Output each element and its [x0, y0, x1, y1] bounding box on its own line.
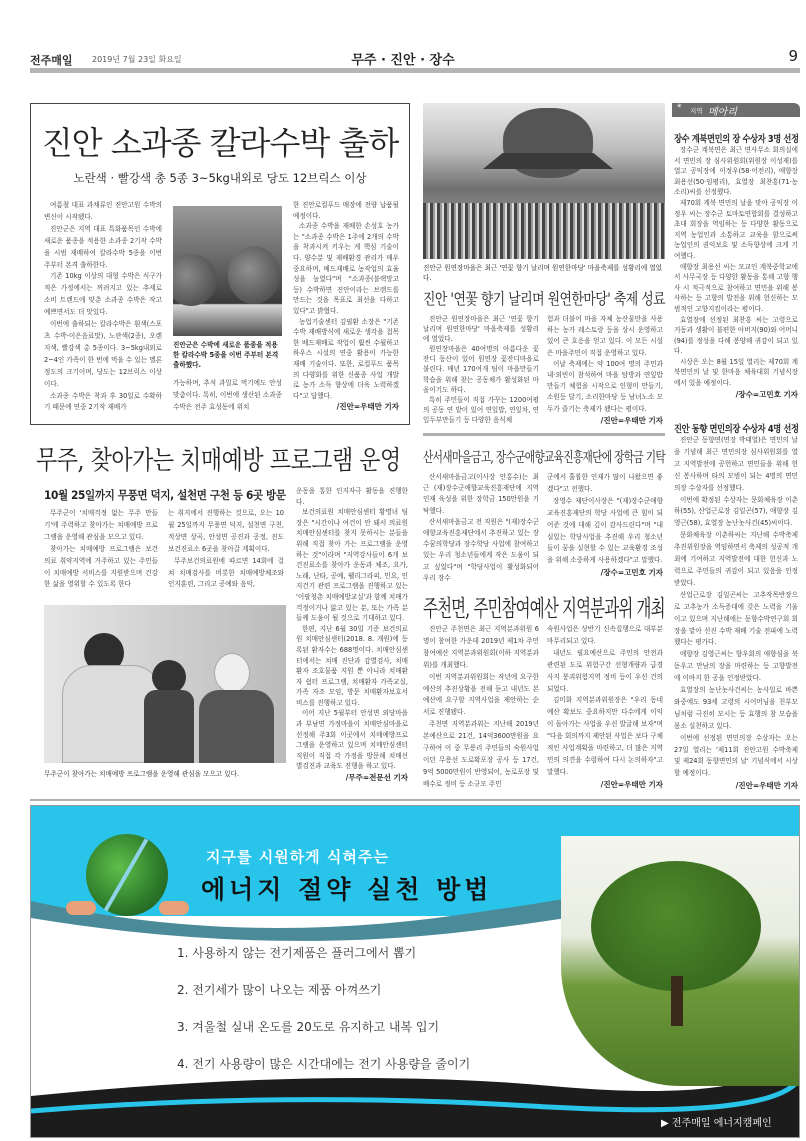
paragraph: 이번에 확정된 수상자는 문화체육장 이춘하(55), 산업근로장 김일곤(57), 애향장 김영근(58), 효열장 농난놋사건(45)씨이다.	[674, 495, 798, 528]
watermelon-col-3	[293, 200, 399, 422]
paragraph: 숙원사업은 상반기 신속집행으로 대부분 마무리되고 있다.	[547, 625, 663, 645]
jucheon-col-1	[423, 624, 539, 794]
muju-subhead: 10월 25일까지 무풍면 덕지, 설천면 구천 등 6곳 방문	[44, 488, 286, 502]
paragraph: 효열장의 농난놋사건씨는 농사일로 바쁜 와중에도 93세 고령의 시어머님을 친부모님처럼 극진히 모시는 등 효행의 참 모습을 몸소 실천하고 있다.	[674, 686, 798, 730]
paragraph: 진안군 원연장마을은 최근 '연꽃 향기 날리며 원연한마당' 마을축제를 성황리에 열었다.	[423, 315, 539, 344]
paragraph: 한편, 지난 6월 30일 기준 보건의료원 치매안심센터(2018. 8. 개원)에 등록된 환자수는 688명이다. 치매안심센터에서는 치매 진단과 감별검사, 치매환자 조호물품 지원 뿐 아니라 치매환자 쉼터 프로그램, 치매환자 가족교실, 가족 자조 모임, 방문 치매환자보호서비스를 진행하고 있다.	[296, 624, 408, 707]
lotus-photo-caption: 진안군 원연장마을은 최근 '연꽃 향기 날리며 원연한마당' 마을축제를 성황리에 열었다.	[423, 264, 663, 282]
watermelon-headline: 진안 소과종 칼라수박 출하	[41, 124, 399, 162]
crowd	[423, 203, 665, 259]
paragraph: 장영수 재단이사장은 "(재)장수군애향교육진흥재단의 학당 사업에 큰 힘이 되어준 것에 대해 깊이 감사드린다"며 "내실있는 학당사업을 추진해 우리 청소년들이 꿈을 실현할 수 있는 교육환경 조성을 위해 소중하게 사용하겠다"고 말했다.	[547, 496, 663, 565]
paragraph: 이번에 출하되는 칼라수박은 흰색(스포츠 수박-이은음료맛), 노란색(2종), 오렌지색, 빨강색 총 5종이다. 3~5kg내외로 2~4인 가족이 한 번에 먹을 수 있는 멜론 정도의 크기이며, 당도는 12브릭스 이상이다.	[44, 320, 162, 388]
paragraph: 산서새마을금고(이사장 안홍수)는 최근 (재)장수군애향교육진흥재단에 지역 인재 육성을 위한 장학금 150만원을 기탁했다.	[423, 473, 539, 515]
section-divider	[423, 433, 665, 436]
paragraph: 문화체육장 이춘하씨는 지난해 수박축제추진위원장을 역임하면서 축제의 성공적 개최에 기여하고 지역발전에 대한 헌신과 노력으로 주민들의 귀감이 되고 있음을 인정받았다.	[674, 531, 798, 587]
watermelon-photo-caption: 진안군은 수박에 새로운 품종을 적용한 칼라수박 5종을 이번 주부터 본격 출하했다.	[173, 341, 279, 369]
paragraph: 농업기술센터 김필환 소장은 "기존 수박 재배방식에 새로운 생각을 접목한 베드재배로 작업이 훨씬 수월하고 하우스 시설의 연중 활용이 가능한 재배 기술이다. 또한, 로컬푸드 품목의 다양화를 위한 신품종 사업 개발로 농가 소득 향상에 더욱 노력하겠다"고 답했다.	[293, 317, 399, 400]
watermelon-shape	[173, 254, 217, 306]
hand-icon	[159, 901, 189, 915]
watermelon-shape	[228, 246, 280, 304]
sanseo-col-2	[547, 472, 663, 584]
byline: /장수=고민호 기자	[600, 568, 663, 578]
paragraph: 이어 지난 5월부터 안성면 외당마을과 부남면 가정마을이 치매안심마을로 선정해 주3회 이곳에서 치매예방프로그램을 운영하고 있으며 치매안심센터 직원이 직접 각 가정을 방문해 치매선별검진과 교육도 진행을 하고 있다.	[296, 709, 408, 771]
byline: /진안=우태만 기자	[600, 415, 663, 425]
page-divider	[30, 799, 800, 801]
sidebar-story2-body	[674, 435, 798, 795]
tip-item-2: 2. 전기세가 많이 나오는 제품 아껴쓰기	[177, 983, 382, 997]
sidebar-story2-headline-wrap	[674, 417, 806, 436]
paragraph: 애향장 최용선 씨는 모교인 계북중학교에서 사무국장 등 다양한 활동을 통해 고향 행사 시 적극적으로 참여하고 면민을 위해 봉사하는 등 고향의 발전을 위해 헌신하는 모범적인 고향지킴이라는 평이다.	[674, 262, 798, 313]
watermelon-photo	[173, 206, 282, 336]
river-shape	[104, 838, 148, 911]
sidebar-story2-headline: 진안 동향 면민의장 수상자 4명 선정	[674, 424, 799, 435]
tip-item-3: 3. 겨울철 실내 온도를 20도로 유지하고 내복 입기	[177, 1020, 440, 1034]
sidebar-story1-headline-wrap	[674, 127, 806, 146]
watermelon-subhead: 노란색 · 빨강색 총 5종 3~5kg내외로 당도 12브릭스 이상	[73, 171, 367, 185]
newspaper-name: 전주매일	[30, 54, 73, 67]
issue-date: 2019년 7월 23일 화요일	[92, 55, 182, 64]
paragraph: 여름철 대표 과채류인 진안고원 수박의 변신이 시작됐다.	[44, 201, 162, 221]
paragraph: 찾아가는 치매예방 프로그램은 보건의료 취약지역에 거주하고 있는 주민들이 치매예방 서비스를 지원받으며 건강한 삶을 영위할 수 있도록 한다	[44, 544, 158, 589]
sanseo-col-1	[423, 472, 539, 584]
paragraph: 보건의료원 치매안심센터 황명녀 팀장은 "시간이나 여건이 안 돼서 의료원 치매안심센터를 찾지 못하시는 분들을 위해 직접 찾아 가는 프로그램을 운영하는 것"이라며 "지역강사들이 6개 보건진료소를 찾아가 운동과 체조, 요가, 노래, 난타, 공예, 웰리그라피, 민요, 인지건기 관련 프로그램을 진행하고 있는 '이팔청춘 치매예방교실'과 함께 치매가 걱정이거나 앓고 있는 분, 또는 가족 분들께 도움이 될 것으로 기대하고 있다.	[296, 508, 408, 623]
byline: /진안=우태만 기자	[336, 402, 399, 412]
paragraph: 무주군이 '치매걱정 없는 무주 만들기'에 주력하고 찾아가는 치매예방 프로그램을 운영해 관심을 모으고 있다.	[44, 509, 158, 541]
campaign-footer	[661, 1114, 772, 1129]
paragraph: 김미화 지역분과위원장은 "우리 동네 예산 확보도 중요하지만 다수에게 이익이 돌아가는 사업을 우선 발굴해 보자"며 "다음 회의까지 제안된 사업은 보다 구체적인 사업계획을 마련하고, 더 많은 지역민의 의견을 수렴하여 다시 논의하자"고 말했다.	[547, 696, 663, 776]
muju-col-2	[168, 508, 284, 600]
elder-head	[214, 653, 250, 693]
play-icon: ▶	[661, 1118, 672, 1129]
paragraph: 는 취지에서 진행하는 것으로, 오는 10월 25일까지 무풍면 덕지, 설천면 구천, 적상면 상곡, 안성면 공진과 공정, 진도 보건진료소 6곳을 찾아갈 계획이다.	[168, 509, 284, 553]
paragraph: 진안군 동향면(면장 박태열)은 면민의 날을 기념해 최근 면민의장 심사위원회를 열고 지역발전에 공헌하고 면민들을 위해 헌신 봉사하며 타의 모범이 되는 4명의 면민의장 수상자를 선정했다.	[674, 436, 798, 492]
person-body	[144, 690, 194, 763]
paragraph: 이번에 선정된 면민의장 수상자는 오는 27일 열리는 '제11회 진안고원 수박축제 및 제24회 동향면민의 날' 기념식에서 시상할 예정이다.	[674, 733, 798, 778]
paragraph: 이번 지역분과위원회는 작년에 요구한 예산의 추진상황을 전해 듣고 내년도 본예산에 요구할 지역사업을 제안하는 순서로 진행됐다.	[423, 672, 539, 717]
paragraph: 주천면 지역분과위는 지난해 2019년 본예산으로 21건, 14억3600만원을 요구하여 이 중 무릉리 주민들의 숙원사업이던 무릉선 도로확포장 공사 등 17건, 9억 5000만원이 반영되어, 농로포장 및 배수로 정비 등 소규모 주민	[423, 720, 539, 788]
watermelon-col-1	[44, 200, 162, 422]
dementia-program-photo	[44, 605, 286, 763]
paragraph: 소과종 수박을 재배한 손성호 농가는 "소과종 수박은 1주에 2개의 수박을 착과시켜 키우는 게 핵심 기술이다. 양수분 및 재배환경 관리가 매우 중요하며, 베드재배로 농작업의 효율성을 높였다"며 "소과종(블랙망고 등) 수박하면 진안이라는 브랜드를 만드는 것을 목표로 최선을 다하고 있다"고 밝혔다.	[293, 222, 399, 315]
watermelon-col-2	[173, 378, 282, 422]
banner-title-line1: 지구를 시원하게 식혀주는	[206, 848, 389, 866]
tree-trunk	[671, 976, 683, 1026]
paragraph: 소과종 수박은 착과 후 30일로 수확하기 때문에 연중 2기작 재배가	[44, 391, 162, 412]
muju-col-1	[44, 508, 158, 600]
watermelon-headline-wrap	[30, 118, 410, 164]
paragraph: 가능하며, 추석 과일로 먹기에도 안성맞춤이다. 특히, 이번에 생산된 소과종 수박은 전주 효성동에 위치	[173, 379, 282, 411]
byline: /무주=전문선 기자	[345, 773, 408, 783]
muju-col-3	[296, 486, 408, 794]
energy-campaign-ad	[30, 805, 800, 1138]
lotus-col-2	[547, 314, 663, 428]
tree-canopy	[591, 861, 761, 991]
sidebar-tab	[672, 103, 800, 117]
paragraph: 군에서 훌륭한 인재가 많이 나왔으면 좋겠다"고 전했다.	[547, 473, 663, 493]
byline: /장수=고민호 기자	[735, 389, 798, 399]
paragraph: 한 진안로컬푸드 매장에 전량 납품될 예정이다.	[293, 201, 399, 220]
section-title: 무주 · 진안 · 장수	[351, 53, 455, 68]
paragraph: 기존 10kg 이상의 대형 수박은 식구가 적은 가정에서는 꺼려지고 있는 추세로 소비 트렌드에 맞춘 소과종 수박은 작고 예쁘면서도 더 맛있다.	[44, 272, 162, 317]
tip-item-1: 1. 사용하지 않는 전기제품은 플러그에서 뽑기	[177, 946, 417, 960]
muju-subhead-wrap	[44, 484, 308, 503]
lotus-headline: 진안 '연꽃 향기 날리며 원연한마당' 축제 성료	[423, 290, 666, 308]
paragraph: 산업근로장 김일곤씨는 고추작목반장으로 고추농가 소득증대에 갖은 노력을 기울이고 있으며 지난해에는 동향수박연구회 회장을 맡아 선진 수박 재배 기술 전파에 노력했다는 평가다.	[674, 590, 798, 647]
sanseo-headline: 산서새마을금고, 장수군애향교육진흥재단에 장학금 기탁	[423, 450, 666, 466]
paragraph: 진안군은 지역 대표 특화품목인 수박에 새로운 품종을 적용한 소과종 2기작 수박을 시범 재배하여 칼라수박 5종을 이번 주부터 본격 출하한다.	[44, 224, 162, 269]
paragraph: 애향장 김영근씨는 향우회의 애향심을 북돋우고 만남의 장을 마련하는 등 고향발전에 이바지 한 공을 인정받았다.	[674, 650, 798, 683]
lotus-festival-photo	[423, 103, 665, 259]
sidebar-tab-title: 메아리	[708, 107, 737, 118]
pavilion-roof	[483, 153, 613, 169]
lotus-col-1	[423, 314, 539, 428]
sidebar-story1-headline: 장수 계북면민의 장 수상자 3명 선정	[674, 134, 799, 145]
muju-headline: 무주, 찾아가는 치매예방 프로그램 운영	[36, 446, 401, 476]
campaign-name: 전주매일 에너지캠페인	[671, 1118, 772, 1129]
paragraph: 원연장마을은 40여명의 아름다운 꽃잔디 동산이 있어 원연장 꽃잔디마을로 불린다. 매년 170여개 팀이 마을만들기 학습을 위해 찾는 공동체가 활성화된 마을이기도 하다.	[423, 345, 539, 394]
globe-icon	[86, 834, 168, 916]
tip-item-4: 4. 전기 사용량이 많은 시간대에는 전기 사용량을 줄이기	[177, 1057, 471, 1071]
paragraph: 효열장에 선정된 최찬흥 씨는 고령으로 거동과 생활이 불편한 아버지(90)와 어머니(94)를 정성을 다해 봉양해 귀감이 되고 있다.	[674, 315, 798, 356]
header-rule	[30, 68, 800, 73]
byline: /진안=우태만 기자	[735, 781, 798, 791]
paragraph: 이날 축제에는 약 100여 명의 주민과 내·외빈이 참석하여 마을 탐방과 연잎밥 만들기 체험을 시작으로 인형미 만들기, 소원등 달기, 소리한마당 등 남녀노소 모두가 즐기는 축제가 됐다는 평이다.	[547, 359, 663, 413]
sidebar-story1-body	[674, 145, 798, 411]
banner-title-line2: 에너지 절약 실천 방법	[201, 875, 493, 904]
hand-icon	[66, 901, 96, 915]
paragraph: 진안군 주천면은 최근 지역분과위원 6명이 참여한 가운데 2019년 제1차 주민참여예산 지역분과위원회(이하 지역분과위)를 개최했다.	[423, 625, 539, 669]
paragraph: 무주보건의료원에 따르면 14회에 걸쳐 치매검사를 비롯한 치매예방체조와 인지훈련, 그리고 공예와 음악,	[168, 556, 284, 589]
muju-headline-wrap	[36, 440, 469, 477]
tree-field-photo	[561, 836, 800, 1086]
sidebar-tab-prefix: 지역	[690, 107, 703, 115]
lotus-headline-wrap	[423, 287, 715, 309]
paragraph: 특히 주민들이 직접 가꾸는 1200여평의 공동 연 밭이 있어 연잎밥, 연잎차, 연잎두부만들기 등 다양한 음식체	[423, 395, 539, 424]
paragraph: 험과 더불어 마을 자체 농산물만을 사용하는 농가 레스토랑 등을 상시 운영하고 있어 큰 호응을 얻고 있다. 이 모든 시설은 마을주민이 직접 운영하고 있다.	[547, 315, 663, 357]
jucheon-headline: 주천면, 주민참여예산 지역분과위 개최	[423, 596, 665, 622]
paragraph: 제70회 계북 면민의 날을 맞아 공익장 이정우 씨는 장수군 토마토연합회를 결성하고 초대 회장을 역임하는 등 다양한 활동으로 지역 농업인과 소통하고 교육을 함으로써 농업인의 권익보호 및 소득향상에 크게 기여했다.	[674, 198, 798, 260]
paragraph: 산서새마을금고 전 직원은 "(재)장수군애향교육진흥재단에서 추진하고 있는 장수꿈의학당과 장수학당 사업에 참여하고 있는 우리 청소년들에게 작은 도움이 되고 싶었다"며 "학당사업이 활성화되어 우리 장수	[423, 517, 539, 582]
paragraph: 내년도 필요예산으로 주민의 안전과 관련된 도로 위험구간 선형개량과 급경사지 붕괴위험지역 정비 등이 우선 건의되었다.	[547, 648, 663, 693]
byline: /진안=우태만 기자	[600, 779, 663, 789]
paragraph: 운동을 통한 인지자극 활동을 진행한다.	[296, 487, 408, 506]
star-icon: *	[677, 103, 682, 113]
page-number: 9	[788, 47, 798, 65]
dementia-photo-caption: 무주군이 찾아가는 치매예방 프로그램을 운영해 관심을 모으고 있다.	[44, 770, 240, 778]
paragraph: 장수군 계북면은 최근 면사무소 회의실에서 면민의 장 심사위원회(위원장 이성재)를 열고 공익장에 이정우(58·어전리), 애향장 최용선(50·임평리), 효열장 최찬흥(71·농소리)씨를 선정했다.	[674, 146, 798, 197]
paragraph: 시상은 오는 8월 15일 열리는 제70회 계북면민의 날 및 한마음 체육대회 기념식장에서 있을 예정이다.	[674, 357, 798, 388]
person-head	[152, 660, 186, 694]
elder-body	[199, 690, 274, 763]
jucheon-col-2	[547, 624, 663, 794]
